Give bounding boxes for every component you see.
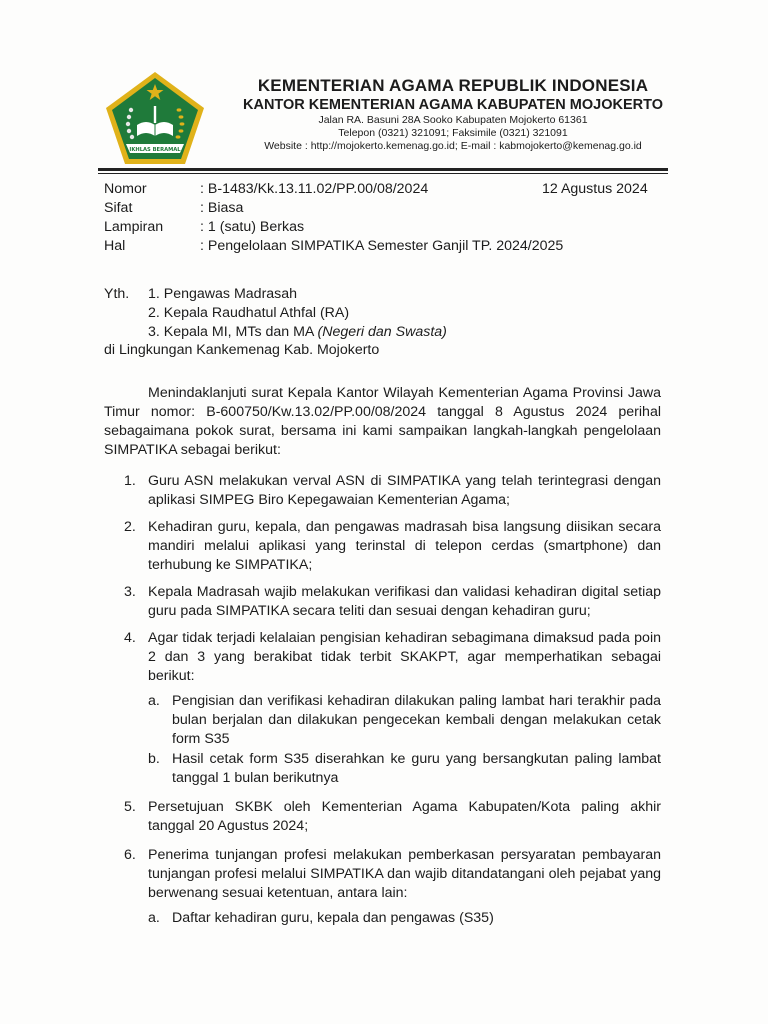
recipient-item: 1. Pengawas Madrasah <box>148 286 298 302</box>
office-phone: Telepon (0321) 321091; Faksimile (0321) 321091 <box>338 127 568 139</box>
sub-list-item <box>148 750 661 788</box>
sub-list-letter: b. <box>148 751 160 767</box>
office-address: Jalan RA. Basuni 28A Sooko Kabupaten Mojokerto 61361 <box>318 114 588 126</box>
letter-meta <box>104 180 664 256</box>
meta-row-lampiran <box>104 218 664 237</box>
svg-text:IKHLAS BERAMAL: IKHLAS BERAMAL <box>129 147 181 153</box>
meta-row-sifat <box>104 199 664 218</box>
list-item-text: Penerima tunjangan profesi melakukan pemberkasan persyaratan pembayaran tunjangan profesi melalui SIMPATIKA dan wajib ditandatangani oleh pejabat yang berwenang sesuai ketentuan, antara lain: <box>148 847 661 901</box>
letterhead <box>218 76 688 153</box>
meta-row-hal <box>104 237 664 256</box>
list-number: 2. <box>124 519 136 535</box>
sub-list-letter: a. <box>148 693 160 709</box>
list-number: 1. <box>124 473 136 489</box>
list-number: 3. <box>124 584 136 600</box>
kemenag-logo <box>104 70 206 166</box>
list-number: 6. <box>124 847 136 863</box>
sub-list-text: Hasil cetak form S35 diserahkan ke guru yang bersangkutan paling lambat tanggal 1 bulan berikutnya <box>172 751 661 786</box>
sub-list-text: Daftar kehadiran guru, kepala dan pengawas (S35) <box>172 910 494 926</box>
sub-list-item <box>148 909 661 928</box>
office-title: KANTOR KEMENTERIAN AGAMA KABUPATEN MOJOKERTO <box>243 97 663 113</box>
sub-list-text: Pengisian dan verifikasi kehadiran dilakukan paling lambat hari terakhir pada bulan berjalan dan dilakukan pengecekan kembali dengan melakukan cetak form S35 <box>172 693 661 747</box>
recipient-item-italic: (Negeri dan Swasta) <box>317 324 447 340</box>
sub-list-item <box>148 692 661 749</box>
sub-list <box>148 692 661 788</box>
meta-value: : Pengelolaan SIMPATIKA Semester Ganjil TP. 2024/2025 <box>200 238 564 254</box>
salutation: Yth. <box>104 286 130 302</box>
list-item-text: Kehadiran guru, kepala, dan pengawas madrasah bisa langsung diisikan secara mandiri melalui aplikasi yang terinstal di telepon cerdas (smartphone) dan terhubung ke SIMPATIKA; <box>148 519 661 573</box>
recipient-item <box>148 323 447 342</box>
list-item-text: Guru ASN melakukan verval ASN di SIMPATIKA yang telah terintegrasi dengan aplikasi SIMPEG Biro Kepegawaian Kementerian Agama; <box>148 473 661 508</box>
list-item-text: Agar tidak terjadi kelalaian pengisian kehadiran sebagimana dimaksud pada poin 2 dan 3 yang berakibat tidak terbit SKAKPT, agar memperhatikan sebagai berikut: <box>148 630 661 684</box>
recipient-item-text: 3. Kepala MI, MTs dan MA <box>148 324 318 340</box>
recipient-item: 2. Kepala Raudhatul Athfal (RA) <box>148 305 350 321</box>
ministry-title: KEMENTERIAN AGAMA REPUBLIK INDONESIA <box>257 76 649 95</box>
letterhead-rule-thin <box>98 173 668 174</box>
list-number: 5. <box>124 799 136 815</box>
letterhead-rule-thick <box>98 168 668 171</box>
list-item <box>104 798 661 836</box>
letter-date: 12 Agustus 2024 <box>542 181 648 197</box>
list-item <box>104 846 661 928</box>
recipient-list <box>148 285 447 342</box>
list-item <box>104 583 661 621</box>
list-item-text: Kepala Madrasah wajib melakukan verifikasi dan validasi kehadiran digital setiap guru pada SIMPATIKA secara teliti dan sesuai dengan kehadiran guru; <box>148 584 661 619</box>
meta-row-nomor <box>104 180 664 199</box>
meta-label: Sifat <box>104 200 133 216</box>
steps-list <box>104 472 661 928</box>
list-number: 4. <box>124 630 136 646</box>
list-item <box>104 472 661 510</box>
sub-list <box>148 909 661 928</box>
meta-label: Lampiran <box>104 219 164 235</box>
meta-label: Hal <box>104 238 126 254</box>
meta-value: : Biasa <box>200 200 244 216</box>
meta-value: : 1 (satu) Berkas <box>200 219 305 235</box>
list-item <box>104 629 661 788</box>
sub-list-letter: a. <box>148 910 160 926</box>
recipient-location: di Lingkungan Kankemenag Kab. Mojokerto <box>104 342 380 358</box>
list-item-text: Persetujuan SKBK oleh Kementerian Agama Kabupaten/Kota paling akhir tanggal 20 Agustus 2024; <box>148 799 661 834</box>
meta-value: : B-1483/Kk.13.11.02/PP.00/08/2024 <box>200 181 429 197</box>
list-item <box>104 518 661 575</box>
opening-paragraph: Menindaklanjuti surat Kepala Kantor Wilayah Kementerian Agama Provinsi Jawa Timur nomor: B-600750/Kw.13.02/PP.00/08/2024 tanggal 8 Agustus 2024 perihal sebagaimana pokok surat, bersama ini kami sampaikan langkah-langkah pengelolaan SIMPATIKA sebagai berikut: <box>104 385 661 458</box>
meta-label: Nomor <box>104 181 147 197</box>
office-web: Website : http://mojokerto.kemenag.go.id; E-mail : kabmojokerto@kemenag.go.id <box>264 140 642 152</box>
